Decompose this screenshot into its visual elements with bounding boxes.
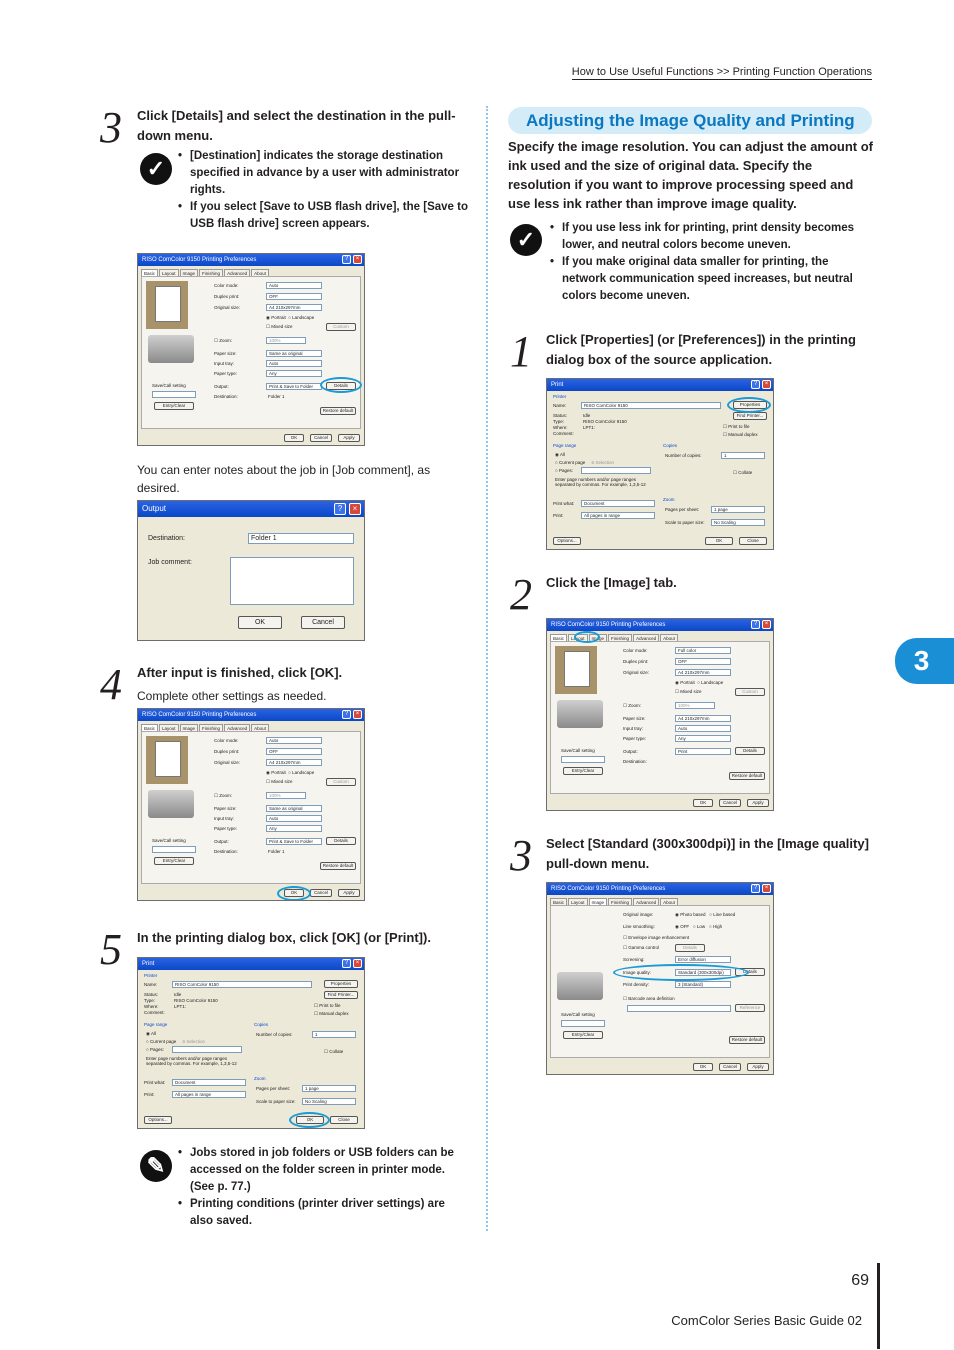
copies-label: Number of copies: — [256, 1032, 293, 1037]
label: Color mode: — [214, 283, 239, 288]
all-radio[interactable]: All — [559, 452, 565, 457]
tab-finishing[interactable]: Finishing — [608, 898, 632, 906]
find-printer-button[interactable]: Find Printer... — [324, 991, 358, 999]
help-icon[interactable]: ? — [751, 884, 760, 893]
highlight-ring — [613, 964, 749, 981]
label: Image quality: — [623, 970, 652, 975]
options-button[interactable]: Options... — [144, 1116, 172, 1124]
print-select[interactable]: All pages in range — [581, 512, 655, 519]
input-tray-select[interactable]: Auto — [266, 815, 322, 822]
prefs-window-2 — [137, 708, 365, 901]
input-tray-select[interactable]: Auto — [266, 360, 322, 367]
restore-default-button[interactable]: Restore default — [320, 407, 356, 415]
settings-panel: Color mode: Full color Duplex print: OFF Original size: A4 210x297mm ◉ Portrait ○ Landscape ☐ Mixed size Custom ☐ Zoom: 100% Paper size: A4 210x297mm Input tray: Auto Paper type: Any Output: Print Details Destination: Save/Call setting Entry/Clear Restore default — [550, 641, 770, 794]
print-what-label: Print what: — [144, 1080, 166, 1085]
image-details-button[interactable]: Details — [735, 968, 765, 976]
page-preview — [555, 646, 597, 694]
line-based-radio[interactable]: Line based — [713, 912, 736, 917]
section-intro: Specify the image resolution. You can adjust the amount of ink used and the size of original data. Specify the resolution if you want to improve processing speed and use less ink rather than improve image quality. — [508, 139, 874, 211]
save-call-select[interactable] — [561, 1020, 605, 1027]
print-window-left: Print ? × Printer Name: RISO ComColor 9150 Properties Find Printer... Status: Type: Where: Comment: Idle RISO ComColor 9150 LPT1: ☐ Print to file ☐ Manual duplex Page range ◉ All ○ Current page ○ Selection ○ Pages: Enter page numbers and/or page ranges separated by commas. For example, 1,3,5-12 Copies Number of copies: 1 ☐ Collate Print what: Document Print: All pages in range Zoom Pages per sheet: 1 page Scale to paper size: No Scaling Options... OK Close — [137, 957, 365, 1129]
photo-based-radio[interactable]: Photo based — [680, 912, 706, 917]
gamma-details-button[interactable]: Details — [675, 944, 705, 952]
duplex-select[interactable]: OFF — [266, 293, 322, 300]
window-titlebar: RISO ComColor 9150 Printing Preferences ? × — [547, 619, 773, 631]
save-call-label: Save/Call setting — [561, 748, 595, 753]
help-icon[interactable]: ? — [342, 710, 351, 719]
page-range-label: Page range — [144, 1022, 168, 1027]
window-titlebar: Print ? × — [138, 958, 364, 970]
label: Screening: — [623, 957, 645, 962]
apply-button[interactable]: Apply — [747, 1063, 769, 1071]
ok-button[interactable]: OK — [705, 537, 733, 545]
print-what-select[interactable]: Document — [581, 500, 655, 507]
label: Output: — [623, 749, 638, 754]
output-window — [137, 500, 365, 641]
range-hint: Enter page numbers and/or page ranges separated by commas. For example, 1,3,5-12 — [146, 1056, 237, 1066]
manual-duplex-check[interactable]: Manual duplex — [728, 432, 758, 437]
tab-about[interactable]: About — [251, 724, 269, 732]
pages-input[interactable] — [581, 467, 651, 474]
save-call-label: Save/Call setting — [561, 1012, 595, 1017]
close-icon[interactable]: × — [762, 884, 771, 893]
copies-input[interactable]: 1 — [312, 1031, 356, 1038]
zoom-check[interactable]: Zoom: — [219, 793, 233, 798]
label: Paper size: — [214, 351, 237, 356]
label: Paper size: — [623, 716, 646, 721]
status-label: Status: — [553, 413, 568, 418]
tab-basic[interactable]: Basic — [550, 634, 567, 642]
help-icon[interactable]: ? — [751, 380, 760, 389]
tab-image[interactable]: Image — [589, 634, 608, 642]
output-select[interactable]: Print & Save to Folder — [266, 383, 322, 390]
right-step-2-text: Click the [Image] tab. — [546, 575, 677, 590]
smoothing-low-radio[interactable]: Low — [696, 924, 706, 929]
tab-basic[interactable]: Basic — [141, 724, 158, 732]
entry-clear-button[interactable]: Entry/Clear — [563, 1031, 603, 1039]
scale-label: Scale to paper size: — [256, 1099, 296, 1104]
pps-select[interactable]: 1 page — [711, 506, 765, 513]
left-step-5-number: 5 — [100, 925, 122, 974]
page-number: 69 — [851, 1272, 869, 1289]
printer-illustration — [148, 335, 194, 363]
left-step-5-text: In the printing dialog box, click [OK] (or [Print]). — [137, 930, 431, 945]
highlight-ring — [727, 397, 771, 413]
scale-select[interactable]: No Scaling — [711, 519, 765, 526]
smoothing-high-radio[interactable]: High — [712, 924, 723, 929]
selection-radio[interactable]: Selection — [595, 460, 614, 465]
apply-button[interactable]: Apply — [338, 434, 360, 442]
duplex-select[interactable]: OFF — [266, 748, 322, 755]
save-call-select[interactable] — [561, 756, 605, 763]
printer-illustration — [148, 790, 194, 818]
right-step-3-number: 3 — [510, 831, 532, 880]
tab-basic[interactable]: Basic — [550, 898, 567, 906]
job-comment-note: You can enter notes about the job in [Job comment], as desired. — [137, 463, 431, 495]
name-label: Name: — [553, 403, 567, 408]
pps-select[interactable]: 1 page — [302, 1085, 356, 1092]
save-call-label: Save/Call setting — [152, 383, 186, 388]
note-item: • Printing conditions (printer driver settings) are also saved. — [178, 1196, 468, 1230]
window-titlebar: RISO ComColor 9150 Printing Preferences ? × — [547, 883, 773, 895]
ok-button[interactable]: OK — [693, 799, 713, 807]
landscape-radio[interactable]: Landscape — [292, 770, 315, 775]
label: Output: — [214, 839, 229, 844]
tab-about[interactable]: About — [251, 269, 269, 277]
note-item: • If you select [Save to USB flash drive], the [Save to USB flash drive] screen appears. — [178, 199, 468, 233]
right-step-2-number: 2 — [510, 570, 532, 619]
apply-button[interactable]: Apply — [338, 889, 360, 897]
section-title: Adjusting the Image Quality and Printing — [508, 107, 872, 134]
current-page-radio[interactable]: Current page — [558, 460, 586, 465]
printer-name-select[interactable]: RISO ComColor 9150 — [172, 981, 312, 988]
print-label: Print: — [553, 513, 564, 518]
range-hint: Enter page numbers and/or page ranges separated by commas. For example, 1,3,5-12 — [555, 477, 646, 487]
printer-group-label: Printer — [553, 394, 567, 399]
gamma-check[interactable]: Gamma control — [628, 945, 660, 950]
note-item: • [Destination] indicates the storage destination specified in advance by a user with administrator rights. — [178, 148, 468, 199]
zoom-check[interactable]: Zoom: — [628, 703, 642, 708]
tab-advanced[interactable]: Advanced — [224, 269, 250, 277]
label: Color mode: — [623, 648, 648, 653]
label: Input tray: — [214, 361, 235, 366]
label: Line smoothing: — [623, 924, 655, 929]
color-mode-select[interactable]: Auto — [266, 737, 322, 744]
print-window-right: Print ? × Printer Name: RISO ComColor 9150 Properties Find Printer... Status: Type: Where: Comment: Idle RISO ComColor 9150 LPT1: ☐ Print to file ☐ Manual duplex Page range ◉ All ○ Current page ○ Selection ○ Pages: Enter page numbers and/or page ranges separated by commas. For example, 1,3,5-12 Copies Number of copies: 1 ☐ Collate Print what: Document Print: All pages in range Zoom Pages per sheet: 1 page Scale to paper size: No Scaling Options... OK Close — [546, 378, 774, 550]
note-item: • Jobs stored in job folders or USB folders can be accessed on the folder screen in printer mode. (See p. 77.) — [178, 1145, 468, 1196]
close-icon[interactable]: × — [762, 620, 771, 629]
column-divider — [486, 106, 488, 1231]
custom-button[interactable]: Custom — [326, 323, 356, 331]
print-label: Print: — [144, 1092, 155, 1097]
entry-clear-button[interactable]: Entry/Clear — [154, 402, 194, 410]
barcode-select[interactable] — [627, 1005, 731, 1012]
restore-default-button[interactable]: Restore default — [729, 1036, 765, 1044]
all-radio[interactable]: All — [150, 1031, 156, 1036]
input-tray-select[interactable]: Auto — [675, 725, 731, 732]
type-value: RISO ComColor 9150 — [583, 419, 627, 424]
close-icon[interactable]: × — [762, 380, 771, 389]
close-icon[interactable]: × — [349, 503, 361, 515]
label: Duplex print: — [623, 659, 649, 664]
footer-bar — [877, 1263, 880, 1349]
right-step-3-text: Select [Standard (300x300dpi)] in the [Image quality] pull-down menu. — [546, 836, 869, 871]
check-note-icon: ✓ — [140, 153, 172, 185]
help-icon[interactable]: ? — [342, 255, 351, 264]
print-select[interactable]: All pages in range — [172, 1091, 246, 1098]
output-select[interactable]: Print & Save to Folder — [266, 838, 322, 845]
zoom-field[interactable]: 100% — [266, 792, 306, 799]
save-call-select[interactable] — [152, 846, 196, 853]
tab-advanced[interactable]: Advanced — [633, 634, 659, 642]
paper-size-select[interactable]: Same as original — [266, 350, 322, 357]
zoom-group-label: Zoom — [254, 1076, 266, 1081]
tab-image[interactable]: Image — [180, 269, 199, 277]
tab-finishing[interactable]: Finishing — [199, 724, 223, 732]
highlight-ring — [289, 1112, 330, 1128]
duplex-select[interactable]: OFF — [675, 658, 731, 665]
original-size-select[interactable]: A4 210x297mm — [266, 759, 322, 766]
cancel-button[interactable]: Cancel — [719, 799, 741, 807]
find-printer-button[interactable]: Find Printer... — [733, 412, 767, 420]
portrait-radio[interactable]: Portrait — [271, 770, 286, 775]
help-icon[interactable]: ? — [751, 620, 760, 629]
tab-layout[interactable]: Layout — [159, 724, 179, 732]
zoom-check[interactable]: Zoom: — [219, 338, 233, 343]
cancel-button[interactable]: Cancel — [310, 434, 332, 442]
collate-check[interactable]: Collate — [329, 1049, 344, 1054]
copies-input[interactable]: 1 — [721, 452, 765, 459]
color-mode-select[interactable]: Full color — [675, 647, 731, 654]
paper-size-select[interactable]: Same as original — [266, 805, 322, 812]
page-preview — [146, 736, 188, 784]
screening-select[interactable]: Error diffusion — [675, 956, 731, 963]
tab-advanced[interactable]: Advanced — [633, 898, 659, 906]
pps-label: Pages per sheet: — [256, 1086, 291, 1091]
save-call-select[interactable] — [152, 391, 196, 398]
scale-label: Scale to paper size: — [665, 520, 705, 525]
restore-default-button[interactable]: Restore default — [729, 772, 765, 780]
save-call-label: Save/Call setting — [152, 838, 186, 843]
page-header: How to Use Useful Functions >> Printing Function Operations — [571, 66, 872, 78]
paper-type-select[interactable]: Any — [266, 370, 322, 377]
label: Original size: — [214, 305, 241, 310]
tab-image[interactable]: Image — [180, 724, 199, 732]
printer-group-label: Printer — [144, 973, 158, 978]
label: Destination: — [214, 394, 238, 399]
prefs-window-1 — [137, 253, 365, 446]
left-step-4-text: After input is finished, click [OK]. — [137, 665, 343, 680]
type-value: RISO ComColor 9150 — [174, 998, 218, 1003]
printer-name-select[interactable]: RISO ComColor 9150 — [581, 402, 721, 409]
footer-guide-title: ComColor Series Basic Guide 02 — [671, 1313, 862, 1328]
image-quality-select[interactable]: Standard (300x300dpi) — [675, 969, 731, 976]
destination-value: Folder 1 — [268, 849, 285, 854]
current-page-radio[interactable]: Current page — [149, 1039, 177, 1044]
barcode-check[interactable]: Barcode area definition — [628, 996, 675, 1001]
entry-clear-button[interactable]: Entry/Clear — [154, 857, 194, 865]
label: Paper type: — [214, 826, 238, 831]
pages-input[interactable] — [172, 1046, 242, 1053]
zoom-field[interactable]: 100% — [266, 337, 306, 344]
tab-about[interactable]: About — [660, 898, 678, 906]
status-label: Status: — [144, 992, 159, 997]
manual-duplex-check[interactable]: Manual duplex — [319, 1011, 349, 1016]
where-label: Where: — [144, 1004, 159, 1009]
label: Input tray: — [214, 816, 235, 821]
tab-finishing[interactable]: Finishing — [199, 269, 223, 277]
page-preview — [146, 281, 188, 329]
copies-group-label: Copies — [254, 1022, 269, 1027]
right-step-1-number: 1 — [510, 327, 532, 376]
check-note-icon: ✓ — [510, 224, 542, 256]
label: Duplex print: — [214, 749, 240, 754]
selection-radio[interactable]: Selection — [186, 1039, 205, 1044]
note-item: • If you make original data smaller for printing, the network communication speed increases, but neutral colors become uneven. — [550, 254, 860, 305]
label: Destination: — [214, 849, 238, 854]
label: Paper size: — [214, 806, 237, 811]
properties-button[interactable]: Properties — [733, 401, 767, 409]
status-value: Idle — [174, 992, 182, 997]
tab-layout[interactable]: Layout — [568, 634, 588, 642]
tab-basic[interactable]: Basic — [141, 269, 158, 277]
print-what-select[interactable]: Document — [172, 1079, 246, 1086]
copies-label: Number of copies: — [665, 453, 702, 458]
density-select[interactable]: 3 (Standard) — [675, 981, 731, 988]
ok-button[interactable]: OK — [284, 889, 304, 897]
name-label: Name: — [144, 982, 158, 987]
tab-finishing[interactable]: Finishing — [608, 634, 632, 642]
details-button[interactable]: Details — [326, 382, 356, 390]
ok-button[interactable]: OK — [284, 434, 304, 442]
landscape-radio[interactable]: Landscape — [292, 315, 315, 320]
original-size-select[interactable]: A4 210x297mm — [266, 304, 322, 311]
printer-illustration — [557, 972, 603, 1000]
paper-type-select[interactable]: Any — [266, 825, 322, 832]
window-titlebar: Print ? × — [547, 379, 773, 391]
print-what-label: Print what: — [553, 501, 575, 506]
smoothing-off-radio[interactable]: OFF — [680, 924, 690, 929]
pps-label: Pages per sheet: — [665, 507, 700, 512]
tab-image[interactable]: Image — [589, 898, 608, 906]
portrait-radio[interactable]: Portrait — [271, 315, 286, 320]
copies-group-label: Copies — [663, 443, 678, 448]
destination-value: Folder 1 — [268, 394, 285, 399]
printer-illustration — [557, 700, 603, 728]
collate-check[interactable]: Collate — [738, 470, 753, 475]
label: Input tray: — [623, 726, 644, 731]
zoom-group-label: Zoom — [663, 497, 675, 502]
close-icon[interactable]: × — [353, 710, 362, 719]
destination-label: Destination: — [148, 535, 185, 542]
window-titlebar: RISO ComColor 9150 Printing Preferences ? × — [138, 254, 364, 266]
output-select[interactable]: Print — [675, 748, 731, 755]
label: Original size: — [214, 760, 241, 765]
label: Destination: — [623, 759, 647, 764]
label: Print density: — [623, 982, 650, 987]
portrait-radio[interactable]: Portrait — [680, 680, 695, 685]
enhance-check[interactable]: Envelope image enhancement — [628, 935, 690, 940]
comment-label: Comment: — [144, 1010, 165, 1015]
color-mode-select[interactable]: Auto — [266, 282, 322, 289]
label: Original size: — [623, 670, 650, 675]
scale-select[interactable]: No Scaling — [302, 1098, 356, 1105]
help-icon[interactable]: ? — [334, 503, 346, 515]
apply-button[interactable]: Apply — [747, 799, 769, 807]
tab-about[interactable]: About — [660, 634, 678, 642]
chapter-tab: 3 — [895, 638, 954, 684]
mixed-size-check[interactable]: Mixed size — [680, 689, 702, 694]
where-value: LPT1: — [174, 1004, 187, 1009]
window-titlebar: RISO ComColor 9150 Printing Preferences ? × — [138, 709, 364, 721]
close-icon[interactable]: × — [353, 255, 362, 264]
label: Output: — [214, 384, 229, 389]
highlight-ring — [320, 377, 362, 393]
where-value: LPT1: — [583, 425, 596, 430]
left-step-3-text: Click [Details] and select the destination in the pull-down menu. — [137, 108, 456, 143]
original-size-select[interactable]: A4 210x297mm — [675, 669, 731, 676]
hint-note-icon: ✎ — [140, 1150, 172, 1182]
print-to-file-check[interactable]: Print to file — [319, 1003, 341, 1008]
label: Paper type: — [214, 371, 238, 376]
pages-radio[interactable]: Pages: — [558, 468, 573, 473]
right-step-1-text: Click [Properties] (or [Preferences]) in the printing dialog box of the source application. — [546, 332, 856, 367]
type-label: Type: — [553, 419, 565, 424]
ok-button[interactable]: OK — [238, 616, 282, 629]
help-icon[interactable]: ? — [342, 959, 351, 968]
close-icon[interactable]: × — [353, 959, 362, 968]
mixed-size-check[interactable]: Mixed size — [271, 324, 293, 329]
left-step-4-sub: Complete other settings as needed. — [137, 689, 327, 703]
label: Color mode: — [214, 738, 239, 743]
close-button[interactable]: Close — [330, 1116, 358, 1124]
restore-default-button[interactable]: Restore default — [320, 862, 356, 870]
where-label: Where: — [553, 425, 568, 430]
label: Duplex print: — [214, 294, 240, 299]
tab-layout[interactable]: Layout — [568, 898, 588, 906]
left-step-3-number: 3 — [100, 103, 122, 152]
prefs-window-image — [546, 882, 774, 1075]
status-value: Idle — [583, 413, 591, 418]
properties-button[interactable]: Properties — [324, 980, 358, 988]
options-button[interactable]: Options... — [553, 537, 581, 545]
paper-size-select[interactable]: A4 210x297mm — [675, 715, 731, 722]
reference-button[interactable]: Reference — [735, 1004, 765, 1012]
job-comment-input[interactable] — [230, 557, 354, 605]
destination-select[interactable]: Folder 1 — [248, 533, 354, 544]
cancel-button[interactable]: Cancel — [301, 616, 345, 629]
window-titlebar: Output ? × — [138, 501, 364, 517]
settings-panel: Original image: ◉ Photo based ○ Line based Line smoothing: ◉ OFF ○ Low ○ High ☐ Envelope image enhancement ☐ Gamma control Details Screening: Error diffusion Image quality: Standard (300x300dpi) Details Print density: 3 (Standard) ☐ Barcode area definition Reference Save/Call setting Entry/Clear Restore default — [550, 905, 770, 1058]
custom-button[interactable]: Custom — [326, 778, 356, 786]
type-label: Type: — [144, 998, 156, 1003]
details-button[interactable]: Details — [326, 837, 356, 845]
ok-button[interactable]: OK — [296, 1116, 324, 1124]
ok-button[interactable]: OK — [693, 1063, 713, 1071]
left-step-4-number: 4 — [100, 660, 122, 709]
note-item: • If you use less ink for printing, print density becomes lower, and neutral colors become uneven. — [550, 220, 860, 254]
highlight-ring — [574, 631, 600, 643]
details-button[interactable]: Details — [735, 747, 765, 755]
highlight-ring — [277, 886, 311, 901]
entry-clear-button[interactable]: Entry/Clear — [563, 767, 603, 775]
label: Paper type: — [623, 736, 647, 741]
prefs-window-3 — [546, 618, 774, 811]
print-to-file-check[interactable]: Print to file — [728, 424, 750, 429]
pages-radio[interactable]: Pages: — [149, 1047, 164, 1052]
paper-type-select[interactable]: Any — [675, 735, 731, 742]
settings-panel: Color mode: Auto Duplex print: OFF Original size: A4 210x297mm ◉ Portrait ○ Landscape ☐ Mixed size Custom ☐ Zoom: 100% Paper size: Same as original Input tray: Auto Paper type: Any Output: Print & Save to Folder Details Destination: Folder 1 Save/Call setting Entry/Clear Restore default — [141, 276, 361, 429]
cancel-button[interactable]: Cancel — [719, 1063, 741, 1071]
mixed-size-check[interactable]: Mixed size — [271, 779, 293, 784]
job-comment-label: Job comment: — [148, 559, 192, 566]
page-range-label: Page range — [553, 443, 577, 448]
tab-layout[interactable]: Layout — [159, 269, 179, 277]
settings-panel: Color mode: Auto Duplex print: OFF Original size: A4 210x297mm ◉ Portrait ○ Landscape ☐ Mixed size Custom ☐ Zoom: 100% Paper size: Same as original Input tray: Auto Paper type: Any Output: Print & Save to Folder Details Destination: Folder 1 Save/Call setting Entry/Clear Restore default — [141, 731, 361, 884]
tab-advanced[interactable]: Advanced — [224, 724, 250, 732]
landscape-radio[interactable]: Landscape — [701, 680, 724, 685]
custom-button[interactable]: Custom — [735, 688, 765, 696]
cancel-button[interactable]: Cancel — [310, 889, 332, 897]
zoom-field[interactable]: 100% — [675, 702, 715, 709]
comment-label: Comment: — [553, 431, 574, 436]
close-button[interactable]: Close — [739, 537, 767, 545]
label: Original image: — [623, 912, 654, 917]
